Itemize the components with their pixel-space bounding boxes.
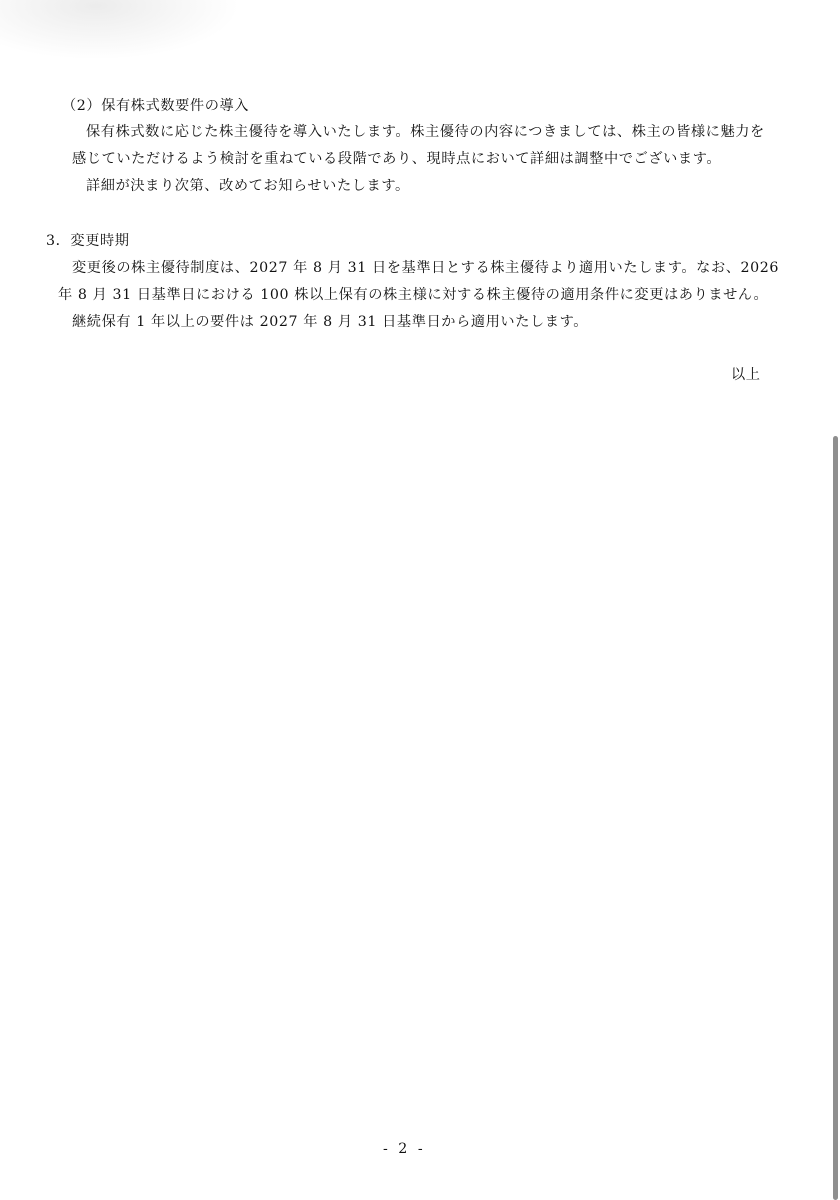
section-2-paragraph-line-1: 保有株式数に応じた株主優待を導入いたします。株主優待の内容につきましては、株主の皆様に魅力を [86,124,765,140]
vertical-scrollbar[interactable] [830,0,840,1200]
section-2-subheading: （2）保有株式数要件の導入 [62,98,250,114]
section-3-heading: 3．変更時期 [46,233,130,249]
page-number: - 2 - [383,1141,426,1157]
section-3-paragraph-line-1: 変更後の株主優待制度は、2027 年 8 月 31 日を基準日とする株主優待より適用いたします。なお、2026 [72,260,780,276]
section-3-paragraph-line-2: 年 8 月 31 日基準日における 100 株以上保有の株主様に対する株主優待の適用条件に変更はありません。 [58,287,769,303]
closing-text: 以上 [731,367,761,383]
section-2-paragraph-line-3: 詳細が決まり次第、改めてお知らせいたします。 [86,178,410,194]
section-2-paragraph-line-2: 感じていただけるよう検討を重ねている段階であり、現時点において詳細は調整中でございます。 [72,151,722,167]
scrollbar-thumb[interactable] [833,436,838,1200]
section-3-paragraph-line-3: 継続保有 1 年以上の要件は 2027 年 8 月 31 日基準日から適用いたします。 [72,314,589,330]
